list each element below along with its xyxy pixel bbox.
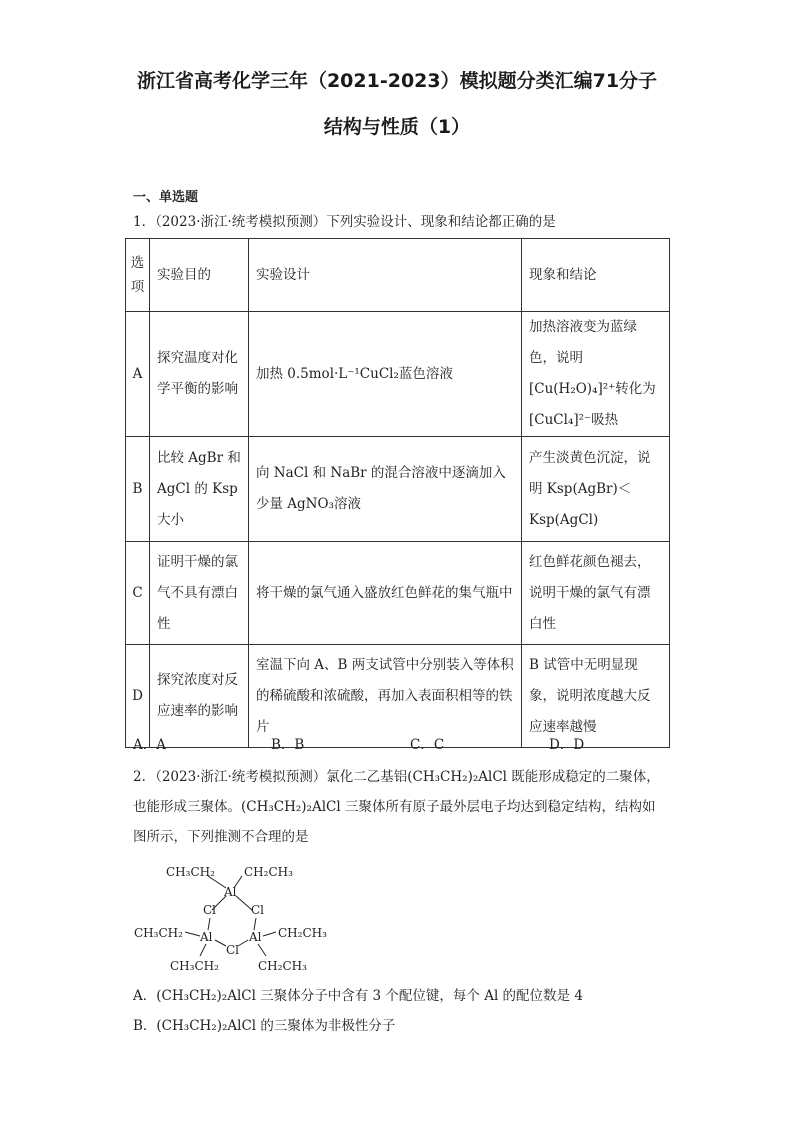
table-row — [126, 437, 670, 542]
row-result: 产生淡黄色沉淀，说明 Ksp(AgBr)＜Ksp(AgCl) — [522, 437, 670, 542]
page-title-line2: 结构与性质（1） — [323, 116, 471, 138]
choice-c[interactable]: C．C — [410, 737, 445, 753]
chlorine-atom: Cl — [251, 903, 265, 917]
ethyl-group: CH₃CH₂ — [170, 959, 219, 973]
choice-d[interactable]: D．D — [549, 737, 585, 753]
ethyl-group: CH₂CH₃ — [244, 865, 293, 879]
header-option: 选项 — [126, 239, 150, 312]
row-design: 向 NaCl 和 NaBr 的混合溶液中逐滴加入少量 AgNO₃溶液 — [249, 437, 522, 542]
ethyl-group: CH₂CH₃ — [258, 959, 307, 973]
question-1-table — [125, 238, 670, 748]
row-result: 红色鲜花颜色褪去，说明干燥的氯气有漂白性 — [522, 542, 670, 645]
choice-b[interactable]: B．B — [271, 737, 305, 753]
aluminium-atom: Al — [200, 930, 213, 944]
trimer-structure-diagram — [130, 858, 360, 978]
question-1-choices — [133, 733, 584, 757]
row-design: 将干燥的氯气通入盛放红色鲜花的集气瓶中 — [249, 542, 522, 645]
header-design: 实验设计 — [249, 239, 522, 312]
row-option: B — [126, 437, 150, 542]
row-aim: 比较 AgBr 和 AgCl 的 Ksp大小 — [150, 437, 249, 542]
table-row — [126, 542, 670, 645]
row-result: 加热溶液变为蓝绿色，说明[Cu(H₂O)₄]²⁺转化为[CuCl₄]²⁻吸热 — [522, 312, 670, 437]
row-result: B 试管中无明显现象，说明浓度越大反应速率越慢 — [522, 645, 670, 748]
page-title-line1: 浙江省高考化学三年（2021-2023）模拟题分类汇编71分子 — [136, 70, 658, 92]
row-option: D — [126, 645, 150, 748]
table-row — [126, 312, 670, 437]
aluminium-atom: Al — [224, 885, 237, 899]
question-1-stem: 1．（2023·浙江·统考模拟预测）下列实验设计、现象和结论都正确的是 — [133, 214, 556, 230]
section-heading: 一、单选题 — [133, 190, 199, 205]
row-design: 加热 0.5mol·L⁻¹CuCl₂蓝色溶液 — [249, 312, 522, 437]
chlorine-atom: Cl — [203, 903, 217, 917]
question-2-line3: 图所示，下列推测不合理的是 — [133, 829, 309, 845]
table-header-row — [126, 239, 670, 312]
question-2-line1: 2．（2023·浙江·统考模拟预测）氯化二乙基铝(CH₃CH₂)₂AlCl 既能形成稳定的二聚体， — [133, 769, 660, 785]
question-2-line2: 也能形成三聚体。(CH₃CH₂)₂AlCl 三聚体所有原子最外层电子均达到稳定结构，结构如 — [133, 799, 656, 815]
header-aim: 实验目的 — [150, 239, 249, 312]
ethyl-group: CH₃CH₂ — [134, 926, 183, 940]
header-result: 现象和结论 — [522, 239, 670, 312]
row-option: A — [126, 312, 150, 437]
row-aim: 探究温度对化学平衡的影响 — [150, 312, 249, 437]
question-2-option-a[interactable]: A．(CH₃CH₂)₂AlCl 三聚体分子中含有 3 个配位键，每个 Al 的配位数是 4 — [133, 988, 583, 1004]
ethyl-group: CH₃CH₂ — [166, 865, 215, 879]
row-option: C — [126, 542, 150, 645]
row-aim: 探究浓度对反应速率的影响 — [150, 645, 249, 748]
chlorine-atom: Cl — [226, 943, 240, 957]
row-aim: 证明干燥的氯气不具有漂白性 — [150, 542, 249, 645]
choice-a[interactable]: A．A — [133, 737, 166, 753]
aluminium-atom: Al — [249, 930, 262, 944]
ethyl-group: CH₂CH₃ — [278, 926, 327, 940]
row-design: 室温下向 A、B 两支试管中分别装入等体积的稀硫酸和浓硫酸，再加入表面积相等的铁片 — [249, 645, 522, 748]
question-2-option-b[interactable]: B．(CH₃CH₂)₂AlCl 的三聚体为非极性分子 — [133, 1018, 396, 1034]
